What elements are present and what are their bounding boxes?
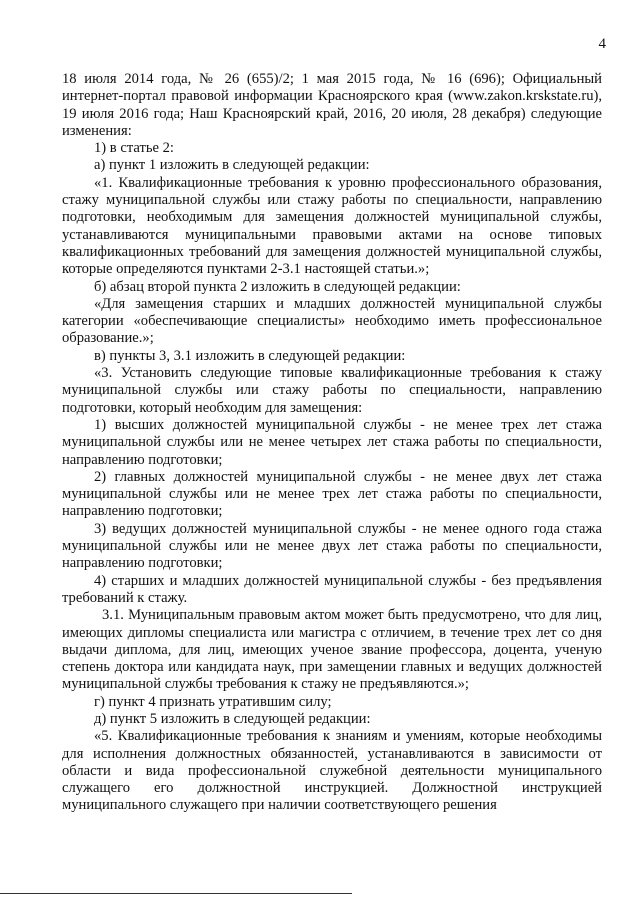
paragraph: б) абзац второй пункта 2 изложить в следующей редакции:	[94, 278, 461, 295]
document-body	[62, 71, 602, 815]
paragraph: 4) старших и младших должностей муниципальной службы - без предъявления требований к стажу.	[62, 572, 602, 606]
footer-rule	[0, 893, 352, 894]
paragraph: 2) главных должностей муниципальной службы - не менее двух лет стажа муниципальной службы или не менее трех лет стажа работы по специальности, направлению подготовки;	[62, 468, 602, 520]
paragraph: «1. Квалификационные требования к уровню профессионального образования, стажу муниципальной службы или стажу работы по специальности, направлению подготовки, необходимым для замещения должностей муниципальной службы, устанавливаются муниципальными правовыми актами на основе типовых квалификационных требований для замещения должностей муниципальной службы, которые определяются пунктами 2-3.1 настоящей статьи.»;	[62, 174, 602, 278]
page-number: 4	[598, 36, 606, 52]
paragraph: «5. Квалификационные требования к знаниям и умениям, которые необходимы для исполнения должностных обязанностей, устанавливаются в зависимости от области и вида профессиональной служебной деятельности муниципального служащего его должностной инструкцией. Должностной инструкцией муниципального служащего при наличии соответствующего решения	[62, 728, 602, 814]
paragraph: г) пункт 4 признать утратившим силу;	[94, 693, 332, 710]
paragraph: 3) ведущих должностей муниципальной службы - не менее одного года стажа муниципальной службы или не менее двух лет стажа работы по специальности, направлению подготовки;	[62, 520, 602, 572]
paragraph: 3.1. Муниципальным правовым актом может быть предусмотрено, что для лиц, имеющих дипломы специалиста или магистра с отличием, в течение трех лет со дня выдачи диплома, для лиц, имеющих ученое звание профессора, доцента, ученую степень доктора или кандидата наук, при замещении главных и ведущих должностей муниципальной службы требования к стажу не предъявляются.»;	[62, 607, 602, 693]
paragraph: 1) в статье 2:	[94, 140, 174, 157]
paragraph: «Для замещения старших и младших должностей муниципальной службы категории «обеспечивающие специалисты» необходимо иметь профессиональное образование.»;	[62, 295, 602, 347]
paragraph: «3. Установить следующие типовые квалификационные требования к стажу муниципальной службы или стажу работы по специальности, направлению подготовки, который необходим для замещения:	[62, 365, 602, 416]
paragraph: в) пункты 3, 3.1 изложить в следующей редакции:	[94, 347, 406, 364]
paragraph: 1) высших должностей муниципальной службы - не менее трех лет стажа муниципальной службы или не менее четырех лет стажа работы по специальности, направлению подготовки;	[62, 416, 602, 468]
paragraph: а) пункт 1 изложить в следующей редакции:	[94, 157, 370, 174]
paragraph: 18 июля 2014 года, № 26 (655)/2; 1 мая 2015 года, № 16 (696); Официальный интернет-портал правовой информации Красноярского края (www.zakon.krskstate.ru), 19 июля 2016 года; Наш Красноярский край, 2016, 20 июля, 28 декабря) следующие изменения:	[62, 71, 602, 139]
paragraph: д) пункт 5 изложить в следующей редакции:	[94, 710, 371, 727]
